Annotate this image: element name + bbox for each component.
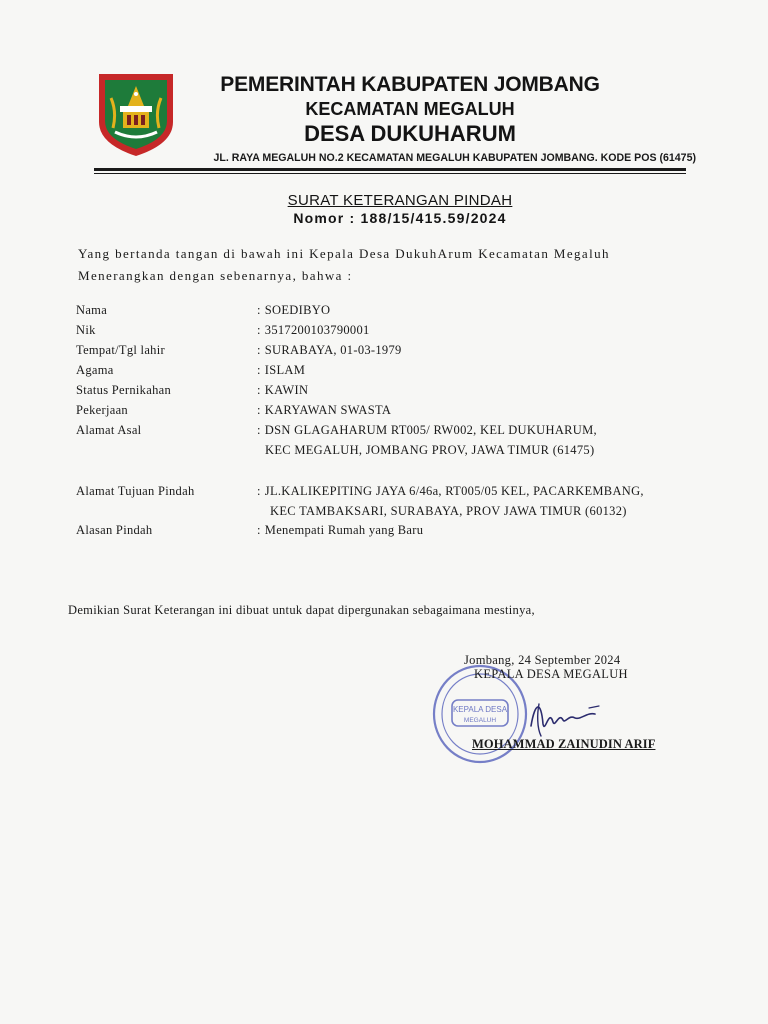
field-value-alasan: : Menempati Rumah yang Baru xyxy=(257,523,424,537)
svg-text:MEGALUH: MEGALUH xyxy=(463,717,497,724)
field-label-alamat-tujuan: Alamat Tujuan Pindah xyxy=(76,484,195,498)
field-label-pekerjaan: Pekerjaan xyxy=(76,403,128,417)
field-label-alamat-asal: Alamat Asal xyxy=(76,423,142,437)
field-label-alasan: Alasan Pindah xyxy=(76,523,153,537)
svg-text:KEPALA DESA: KEPALA DESA xyxy=(452,705,508,714)
letterhead-address: JL. RAYA MEGALUH NO.2 KECAMATAN MEGALUH KABUPATEN JOMBANG. KODE POS (61475) xyxy=(213,152,696,164)
field-value-agama: : ISLAM xyxy=(257,363,306,377)
signature-date: Jombang, 24 September 2024 xyxy=(464,653,621,667)
field-label-nama: Nama xyxy=(76,303,108,317)
field-value-alamat-tujuan: : JL.KALIKEPITING JAYA 6/46a, RT005/05 KEL, PACARKEMBANG, xyxy=(257,484,644,498)
field-label-agama: Agama xyxy=(76,363,114,377)
intro-line-2: Menerangkan dengan sebenarnya, bahwa : xyxy=(78,268,353,283)
letterhead-divider xyxy=(94,168,686,171)
letter-number: Nomor : 188/15/415.59/2024 xyxy=(293,210,507,226)
letter-title: SURAT KETERANGAN PINDAH xyxy=(287,192,513,209)
handwritten-signature-icon xyxy=(525,694,605,738)
field-value-ttl: : SURABAYA, 01-03-1979 xyxy=(257,343,402,357)
kabupaten-jombang-emblem-icon xyxy=(97,72,175,158)
field-value-alamat-asal-line-2: KEC MEGALUH, JOMBANG PROV, JAWA TIMUR (61475) xyxy=(265,443,595,457)
field-value-alamat-tujuan-line-2: KEC TAMBAKSARI, SURABAYA, PROV JAWA TIMUR (60132) xyxy=(270,504,627,518)
letterhead-divider-thin xyxy=(94,173,686,174)
letterhead-government: PEMERINTAH KABUPATEN JOMBANG xyxy=(220,73,600,96)
field-value-pekerjaan: : KARYAWAN SWASTA xyxy=(257,403,392,417)
letterhead xyxy=(180,72,640,148)
field-value-nik: : 3517200103790001 xyxy=(257,323,370,337)
field-label-status: Status Pernikahan xyxy=(76,383,172,397)
closing-statement: Demikian Surat Keterangan ini dibuat untuk dapat dipergunakan sebagaimana mestinya, xyxy=(68,603,535,617)
field-value-nama: : SOEDIBYO xyxy=(257,303,331,317)
signatory-name: MOHAMMAD ZAINUDIN ARIF xyxy=(472,737,656,751)
signature-position: KEPALA DESA MEGALUH xyxy=(474,667,628,681)
field-label-nik: Nik xyxy=(76,323,96,337)
field-value-status: : KAWIN xyxy=(257,383,309,397)
letterhead-district: KECAMATAN MEGALUH xyxy=(305,99,515,119)
field-value-alamat-asal: : DSN GLAGAHARUM RT005/ RW002, KEL DUKUHARUM, xyxy=(257,423,597,437)
field-label-ttl: Tempat/Tgl lahir xyxy=(76,343,165,357)
intro-line-1: Yang bertanda tangan di bawah ini Kepala Desa DukuhArum Kecamatan Megaluh xyxy=(78,246,610,261)
letterhead-village: DESA DUKUHARUM xyxy=(304,121,516,146)
